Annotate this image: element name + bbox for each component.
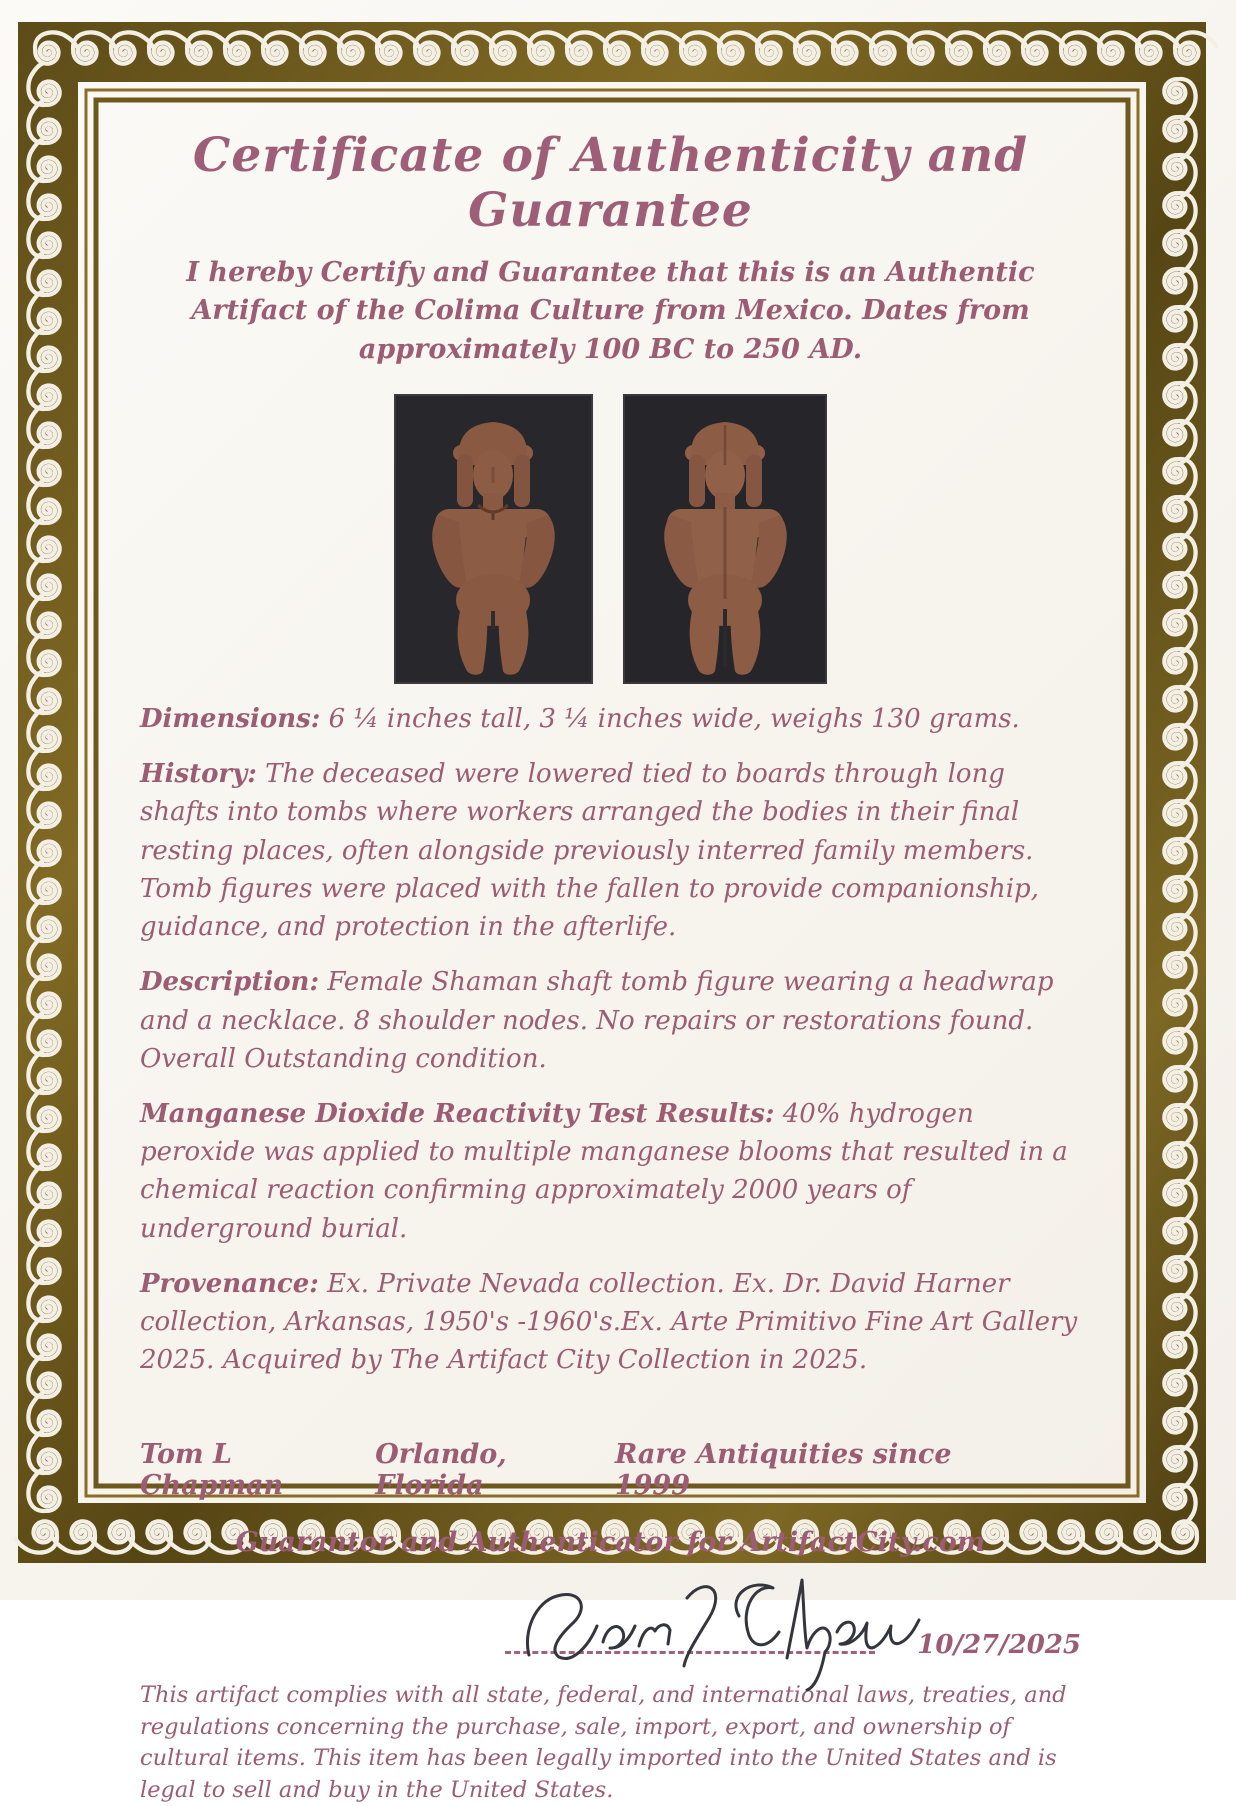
signature-script (515, 1560, 925, 1690)
artifact-photo-front (395, 395, 592, 683)
signature-line (505, 1562, 875, 1664)
signer-location: Orlando, Florida (375, 1439, 507, 1502)
section-manganese-test (140, 1095, 1081, 1248)
section-history-text: The deceased were lowered tied to boards through long shafts into tombs where workers arranged the bodies in their final resting places, often alongside previously interred family members. Tomb figures were placed with the fallen to provide companionship, guidance, and protection in the afterlife. (140, 759, 1039, 943)
section-provenance (140, 1265, 1081, 1380)
section-dimensions (140, 700, 1081, 738)
certificate-title: Certificate of Authenticity and Guarantee (192, 128, 1029, 238)
section-history (140, 755, 1081, 946)
section-dimensions-text: 6 ¼ inches tall, 3 ¼ inches wide, weighs 130 grams. (328, 703, 1020, 734)
section-manganese-test-label: Manganese Dioxide Reactivity Test Results: (140, 1098, 775, 1129)
section-description (140, 963, 1081, 1078)
section-dimensions-label: Dimensions: (140, 703, 321, 734)
section-description-text: Female Shaman shaft tomb figure wearing a headwrap and a necklace. 8 shoulder nodes. No repairs or restorations found. Overall Outstanding condition. (140, 967, 1054, 1074)
section-manganese-test-text: 40% hydrogen peroxide was applied to multiple manganese blooms that resulted in a chemical reaction confirming approximately 2000 years of underground burial. (140, 1098, 1068, 1244)
signer-name: Tom L Chapman (140, 1439, 284, 1502)
certificate-content (105, 98, 1131, 1806)
signature-block (505, 1562, 1081, 1664)
signature-date: 10/27/2025 (917, 1630, 1081, 1661)
section-history-label: History: (140, 759, 257, 790)
artifact-photo-back (624, 395, 826, 683)
section-provenance-text: Ex. Private Nevada collection. Ex. Dr. David Harner collection, Arkansas, 1950's -1960's.Ex. Arte Primitivo Fine Art Gallery 2025. Acquired by The Artifact City Collection in 2025. (140, 1268, 1078, 1376)
signer-tagline: Rare Antiquities since 1999 (614, 1439, 952, 1502)
signer-row (140, 1439, 1020, 1501)
section-provenance-label: Provenance: (140, 1268, 319, 1299)
artifact-photos (140, 395, 1081, 683)
section-description-label: Description: (140, 967, 320, 998)
certification-statement: I hereby Certify and Guarantee that this is an Authentic Artifact of the Colima Culture from Mexico. Dates from approximately 100 BC to 250 AD. (186, 257, 1035, 365)
guarantor-line: Guarantor and Authenticator for ArtifactCity.com (235, 1527, 986, 1559)
legal-disclaimer: This artifact complies with all state, federal, and international laws, treaties, and regulations concerning the purchase, sale, import, export, and ownership of cultural items. This item has been legally imported into the United States and is legal to sell and buy in the United States. (140, 1682, 1067, 1803)
